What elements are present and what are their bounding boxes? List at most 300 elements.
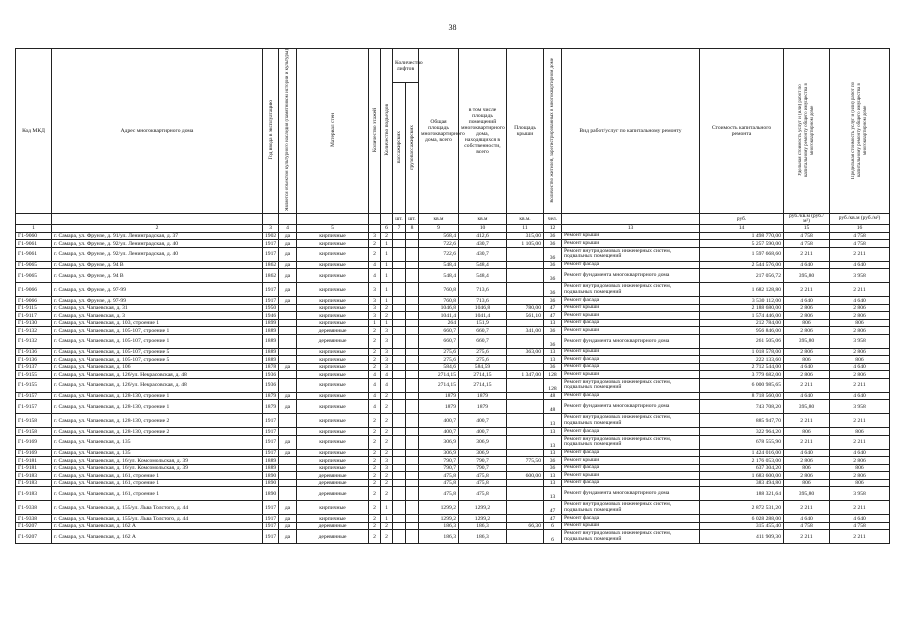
cell-code: Г1-9132 bbox=[16, 334, 52, 348]
cell-cost: 8 718 560,00 bbox=[700, 392, 784, 400]
cell-work-type: Ремонт фундамента многоквартирного дома bbox=[562, 487, 700, 501]
cell-cost: 383 494,80 bbox=[700, 479, 784, 487]
cell-heritage: да bbox=[279, 449, 297, 457]
cell-max-cost: 3 958 bbox=[830, 400, 890, 414]
cell-private-area: 275,6 bbox=[459, 348, 507, 356]
cell-address: г. Самара, ул. Чапаевская, д. 16/ул. Комсомольская, д. 39 bbox=[52, 464, 263, 472]
cell-lifts-passenger bbox=[393, 428, 406, 436]
cell-heritage bbox=[279, 464, 297, 472]
cell-floors: 2 bbox=[369, 356, 381, 364]
cell-max-cost: 3 958 bbox=[830, 269, 890, 283]
cell-lifts-cargo bbox=[406, 414, 419, 428]
cell-code: Г1-9169 bbox=[16, 449, 52, 457]
cell-residents: 47 bbox=[544, 501, 562, 515]
cell-residents: 36 bbox=[544, 457, 562, 465]
unit-cost: руб. bbox=[700, 213, 784, 224]
cell-unit-cost: 4 640 bbox=[784, 261, 830, 269]
cell-walls: кирпичные bbox=[297, 435, 369, 449]
column-number: 13 bbox=[562, 224, 700, 232]
table-body bbox=[16, 232, 890, 544]
header-year: Год ввода в эксплуатацию bbox=[263, 49, 279, 214]
cell-walls: кирпичные bbox=[297, 378, 369, 392]
cell-walls: кирпичные bbox=[297, 501, 369, 515]
cell-unit-cost: 2 806 bbox=[784, 371, 830, 379]
cell-walls: деревянные bbox=[297, 327, 369, 335]
cell-heritage bbox=[279, 319, 297, 327]
cell-private-area: 475,8 bbox=[459, 487, 507, 501]
cell-lifts-cargo bbox=[406, 515, 419, 523]
cell-max-cost: 806 bbox=[830, 356, 890, 364]
cell-lifts-cargo bbox=[406, 269, 419, 283]
cell-lifts-cargo bbox=[406, 356, 419, 364]
cell-entrances: 3 bbox=[381, 327, 393, 335]
cell-year: 1890 bbox=[263, 479, 279, 487]
cell-roof-area bbox=[507, 392, 544, 400]
cell-lifts-passenger bbox=[393, 240, 406, 248]
cell-year: 1917 bbox=[263, 283, 279, 297]
cell-heritage bbox=[279, 472, 297, 480]
cell-roof-area bbox=[507, 414, 544, 428]
cell-code: Г1-9136 bbox=[16, 348, 52, 356]
cell-entrances: 2 bbox=[381, 487, 393, 501]
cell-heritage: да bbox=[279, 392, 297, 400]
header-unit-cost: Удельная стоимость услуг и (или) работ по капитальному ремонту общего имущества в многоквартирном доме bbox=[784, 49, 830, 214]
cell-floors: 4 bbox=[369, 378, 381, 392]
cell-lifts-cargo bbox=[406, 435, 419, 449]
column-number: 12 bbox=[544, 224, 562, 232]
cell-unit-cost: 4 640 bbox=[784, 392, 830, 400]
cell-max-cost: 2 806 bbox=[830, 472, 890, 480]
table-row bbox=[16, 435, 890, 449]
cell-entrances: 2 bbox=[381, 232, 393, 240]
cell-code: Г1-9137 bbox=[16, 363, 52, 371]
cell-max-cost: 806 bbox=[830, 479, 890, 487]
table-row bbox=[16, 319, 890, 327]
cell-entrances: 3 bbox=[381, 334, 393, 348]
cell-cost: 411 909,30 bbox=[700, 530, 784, 544]
table-row bbox=[16, 240, 890, 248]
cell-residents: 13 bbox=[544, 356, 562, 364]
cell-roof-area bbox=[507, 428, 544, 436]
cell-code: Г1-9207 bbox=[16, 522, 52, 530]
cell-total-area: 475,8 bbox=[419, 487, 459, 501]
table-row bbox=[16, 371, 890, 379]
cell-cost: 1 018 578,00 bbox=[700, 348, 784, 356]
cell-total-area: 275,6 bbox=[419, 356, 459, 364]
cell-work-type: Ремонт крыши bbox=[562, 457, 700, 465]
cell-heritage: да bbox=[279, 261, 297, 269]
cell-cost: 315 455,40 bbox=[700, 522, 784, 530]
cell-lifts-passenger bbox=[393, 472, 406, 480]
cell-total-area: 760,8 bbox=[419, 283, 459, 297]
cell-address: г. Самара, ул. Фрунзе, д. 91/ул. Ленинградская, д. 37 bbox=[52, 232, 263, 240]
cell-roof-area: 1 347,00 bbox=[507, 371, 544, 379]
cell-code: Г1-9061 bbox=[16, 240, 52, 248]
cell-unit-cost: 2 806 bbox=[784, 327, 830, 335]
cell-cost: 637 304,20 bbox=[700, 464, 784, 472]
cell-work-type: Ремонт крыши bbox=[562, 232, 700, 240]
cell-entrances: 2 bbox=[381, 522, 393, 530]
cell-residents: 48 bbox=[544, 400, 562, 414]
cell-lifts-cargo bbox=[406, 240, 419, 248]
cell-floors: 3 bbox=[369, 283, 381, 297]
cell-work-type: Ремонт крыши bbox=[562, 312, 700, 320]
table-row bbox=[16, 414, 890, 428]
cell-cost: 2 188 680,00 bbox=[700, 304, 784, 312]
cell-lifts-cargo bbox=[406, 312, 419, 320]
cell-heritage: да bbox=[279, 363, 297, 371]
cell-address: г. Самара, ул. Чапаевская, д. 105-107, строение 1 bbox=[52, 327, 263, 335]
cell-private-area: 584,59 bbox=[459, 363, 507, 371]
cell-entrances: 2 bbox=[381, 312, 393, 320]
cell-lifts-passenger bbox=[393, 414, 406, 428]
header-heritage: Является объектом культурного наследия (памятником истории и культуры) bbox=[279, 49, 297, 214]
cell-work-type: Ремонт крыши bbox=[562, 304, 700, 312]
cell-lifts-cargo bbox=[406, 261, 419, 269]
cell-roof-area: 600,00 bbox=[507, 472, 544, 480]
cell-cost: 1 597 668,60 bbox=[700, 247, 784, 261]
cell-walls: кирпичные bbox=[297, 283, 369, 297]
cell-lifts-cargo bbox=[406, 371, 419, 379]
header-lifts-passenger: пассажирских bbox=[393, 83, 406, 214]
cell-work-type: Ремонт фасада bbox=[562, 515, 700, 523]
cell-code: Г1-9183 bbox=[16, 472, 52, 480]
cell-year: 1917 bbox=[263, 435, 279, 449]
cell-roof-area: 1 105,00 bbox=[507, 240, 544, 248]
table-row bbox=[16, 304, 890, 312]
cell-address: г. Самара, ул. Чапаевская, д. 3 bbox=[52, 312, 263, 320]
cell-total-area: 400,7 bbox=[419, 428, 459, 436]
cell-address: г. Самара, ул. Фрунзе, д. 97-99 bbox=[52, 283, 263, 297]
cell-year: 1917 bbox=[263, 522, 279, 530]
cell-roof-area bbox=[507, 435, 544, 449]
cell-residents: 13 bbox=[544, 414, 562, 428]
cell-floors: 2 bbox=[369, 327, 381, 335]
cell-heritage: да bbox=[279, 297, 297, 305]
cell-year: 1902 bbox=[263, 232, 279, 240]
cell-max-cost: 2 211 bbox=[830, 283, 890, 297]
cell-address: г. Самара, ул. Фрунзе, д. 94 В bbox=[52, 269, 263, 283]
cell-private-area: 186,3 bbox=[459, 522, 507, 530]
unit-unit-cost: руб./кв.м (руб./м²) bbox=[784, 213, 830, 224]
cell-code: Г1-9060 bbox=[16, 232, 52, 240]
cell-cost: 2 712 544,00 bbox=[700, 363, 784, 371]
cell-unit-cost: 806 bbox=[784, 356, 830, 364]
cell-year: 1950 bbox=[263, 304, 279, 312]
cell-floors: 3 bbox=[369, 312, 381, 320]
cell-address: г. Самара, ул. Чапаевская, д. 16/ул. Комсомольская, д. 39 bbox=[52, 457, 263, 465]
cell-entrances: 2 bbox=[381, 472, 393, 480]
cell-year: 1889 bbox=[263, 457, 279, 465]
cell-heritage: да bbox=[279, 283, 297, 297]
cell-roof-area bbox=[507, 400, 544, 414]
column-number: 7 bbox=[393, 224, 406, 232]
column-number: 11 bbox=[507, 224, 544, 232]
cell-floors: 2 bbox=[369, 479, 381, 487]
cell-residents: 47 bbox=[544, 312, 562, 320]
cell-private-area: 430,7 bbox=[459, 247, 507, 261]
cell-walls: кирпичные bbox=[297, 392, 369, 400]
cell-lifts-cargo bbox=[406, 319, 419, 327]
cell-private-area: 713,6 bbox=[459, 297, 507, 305]
cell-work-type: Ремонт фасада bbox=[562, 356, 700, 364]
cell-unit-cost: 395,80 bbox=[784, 269, 830, 283]
cell-unit-cost: 806 bbox=[784, 479, 830, 487]
cell-floors: 4 bbox=[369, 392, 381, 400]
cell-walls: кирпичные bbox=[297, 232, 369, 240]
header-private-area: в том числе площадь помещений многоквартирного дома, находящихся в собственности, всего bbox=[459, 49, 507, 214]
cell-work-type: Ремонт фундамента многоквартирного дома bbox=[562, 334, 700, 348]
cell-heritage: да bbox=[279, 501, 297, 515]
cell-lifts-cargo bbox=[406, 428, 419, 436]
cell-entrances: 3 bbox=[381, 457, 393, 465]
table-row bbox=[16, 283, 890, 297]
cell-year: 1917 bbox=[263, 449, 279, 457]
cell-private-area: 430,7 bbox=[459, 240, 507, 248]
cell-entrances: 2 bbox=[381, 392, 393, 400]
cell-walls: кирпичные bbox=[297, 261, 369, 269]
cell-lifts-passenger bbox=[393, 297, 406, 305]
cell-entrances: 3 bbox=[381, 464, 393, 472]
cell-entrances: 2 bbox=[381, 414, 393, 428]
cell-address: г. Самара, ул. Чапаевская, д. 126/ул. Некрасовская, д. 48 bbox=[52, 378, 263, 392]
cell-unit-cost: 806 bbox=[784, 428, 830, 436]
cell-lifts-cargo bbox=[406, 247, 419, 261]
cell-cost: 678 555,90 bbox=[700, 435, 784, 449]
cell-unit-cost: 395,80 bbox=[784, 334, 830, 348]
cell-entrances: 3 bbox=[381, 363, 393, 371]
cell-code: Г1-9066 bbox=[16, 283, 52, 297]
cell-total-area: 722,6 bbox=[419, 247, 459, 261]
cell-residents: 48 bbox=[544, 392, 562, 400]
cell-roof-area: 780,00 bbox=[507, 304, 544, 312]
cell-private-area: 186,3 bbox=[459, 530, 507, 544]
cell-address: г. Самара, ул. Чапаевская, д. 128-130, строение 2 bbox=[52, 428, 263, 436]
cell-walls: кирпичные bbox=[297, 449, 369, 457]
cell-residents: 36 bbox=[544, 247, 562, 261]
cell-walls: кирпичные bbox=[297, 312, 369, 320]
cell-code: Г1-9338 bbox=[16, 501, 52, 515]
table-row bbox=[16, 348, 890, 356]
cell-unit-cost: 2 211 bbox=[784, 414, 830, 428]
table-row bbox=[16, 312, 890, 320]
cell-roof-area bbox=[507, 283, 544, 297]
cell-total-area: 660,7 bbox=[419, 334, 459, 348]
cell-walls: кирпичные bbox=[297, 464, 369, 472]
cell-address: г. Самара, ул. Чапаевская, д. 128-130, строение 2 bbox=[52, 414, 263, 428]
cell-walls: кирпичные bbox=[297, 414, 369, 428]
unit-total-area: кв.м bbox=[419, 213, 459, 224]
cell-total-area: 548,4 bbox=[419, 261, 459, 269]
page-number: 38 bbox=[448, 23, 457, 32]
cell-max-cost: 2 211 bbox=[830, 414, 890, 428]
cell-residents: 6 bbox=[544, 522, 562, 530]
table-row bbox=[16, 457, 890, 465]
cell-year: 1889 bbox=[263, 356, 279, 364]
cell-year: 1899 bbox=[263, 319, 279, 327]
cell-walls: кирпичные bbox=[297, 356, 369, 364]
cell-work-type: Ремонт внутридомовых инженерных систем, подвальных помещений bbox=[562, 247, 700, 261]
cell-roof-area bbox=[507, 247, 544, 261]
cell-floors: 1 bbox=[369, 319, 381, 327]
cell-lifts-cargo bbox=[406, 479, 419, 487]
cell-private-area: 548,4 bbox=[459, 269, 507, 283]
cell-roof-area bbox=[507, 501, 544, 515]
cell-residents: 36 bbox=[544, 232, 562, 240]
cell-entrances: 2 bbox=[381, 400, 393, 414]
cell-lifts-passenger bbox=[393, 515, 406, 523]
cell-heritage: да bbox=[279, 269, 297, 283]
cell-lifts-passenger bbox=[393, 232, 406, 240]
cell-floors: 2 bbox=[369, 334, 381, 348]
cell-entrances: 1 bbox=[381, 247, 393, 261]
cell-lifts-cargo bbox=[406, 378, 419, 392]
cell-code: Г1-9065 bbox=[16, 261, 52, 269]
cell-code: Г1-9155 bbox=[16, 371, 52, 379]
table-row bbox=[16, 363, 890, 371]
cell-unit-cost: 4 640 bbox=[784, 515, 830, 523]
cell-heritage: да bbox=[279, 530, 297, 544]
table-row bbox=[16, 400, 890, 414]
table-row bbox=[16, 449, 890, 457]
cell-max-cost: 2 211 bbox=[830, 435, 890, 449]
column-number: 10 bbox=[459, 224, 507, 232]
cell-lifts-cargo bbox=[406, 232, 419, 240]
cell-cost: 188 321,64 bbox=[700, 487, 784, 501]
cell-entrances: 2 bbox=[381, 304, 393, 312]
cell-total-area: 584,6 bbox=[419, 363, 459, 371]
cell-floors: 2 bbox=[369, 240, 381, 248]
cell-max-cost: 2 806 bbox=[830, 327, 890, 335]
cell-address: г. Самара, ул. Чапаевская, д. 155/ул. Льва Толстого, д. 44 bbox=[52, 501, 263, 515]
cell-entrances: 2 bbox=[381, 530, 393, 544]
cell-heritage bbox=[279, 356, 297, 364]
cell-total-area: 660,7 bbox=[419, 327, 459, 335]
cell-roof-area: 775,50 bbox=[507, 457, 544, 465]
cell-unit-cost: 806 bbox=[784, 464, 830, 472]
table-row bbox=[16, 487, 890, 501]
cell-roof-area: 315,00 bbox=[507, 232, 544, 240]
cell-residents: 36 bbox=[544, 464, 562, 472]
cell-total-area: 1299,2 bbox=[419, 515, 459, 523]
cell-unit-cost: 2 211 bbox=[784, 435, 830, 449]
cell-unit-cost: 806 bbox=[784, 319, 830, 327]
header-floors: Количество этажей bbox=[369, 49, 381, 214]
cell-cost: 212 784,00 bbox=[700, 319, 784, 327]
cell-address: г. Самара, ул. Чапаевская, д. 155/ул. Льва Толстого, д. 44 bbox=[52, 515, 263, 523]
cell-walls: деревянные bbox=[297, 334, 369, 348]
cell-lifts-passenger bbox=[393, 378, 406, 392]
cell-max-cost: 4 640 bbox=[830, 392, 890, 400]
cell-roof-area bbox=[507, 261, 544, 269]
cell-heritage: да bbox=[279, 232, 297, 240]
cell-year: 1862 bbox=[263, 261, 279, 269]
cell-code: Г1-9181 bbox=[16, 464, 52, 472]
cell-walls: кирпичные bbox=[297, 428, 369, 436]
cell-lifts-passenger bbox=[393, 327, 406, 335]
cell-lifts-cargo bbox=[406, 392, 419, 400]
cell-roof-area bbox=[507, 319, 544, 327]
cell-cost: 3 530 112,00 bbox=[700, 297, 784, 305]
cell-walls: кирпичные bbox=[297, 319, 369, 327]
cell-total-area: 568,4 bbox=[419, 232, 459, 240]
header-address: Адрес многоквартирного дома bbox=[52, 49, 263, 214]
cell-address: г. Самара, ул. Чапаевская, д. 162 А bbox=[52, 530, 263, 544]
cell-heritage bbox=[279, 378, 297, 392]
cell-residents: 36 bbox=[544, 240, 562, 248]
cell-total-area: 722,6 bbox=[419, 240, 459, 248]
cell-entrances: 1 bbox=[381, 319, 393, 327]
cell-unit-cost: 2 806 bbox=[784, 472, 830, 480]
cell-walls: кирпичные bbox=[297, 269, 369, 283]
cell-max-cost: 2 211 bbox=[830, 530, 890, 544]
table-row bbox=[16, 522, 890, 530]
cell-entrances: 1 bbox=[381, 261, 393, 269]
cell-private-area: 660,7 bbox=[459, 334, 507, 348]
cell-floors: 2 bbox=[369, 472, 381, 480]
cell-lifts-cargo bbox=[406, 297, 419, 305]
cell-lifts-cargo bbox=[406, 522, 419, 530]
cell-lifts-passenger bbox=[393, 371, 406, 379]
cell-roof-area bbox=[507, 297, 544, 305]
cell-walls: деревянные bbox=[297, 522, 369, 530]
cell-address: г. Самара, ул. Чапаевская, д. 105-107, строение 5 bbox=[52, 348, 263, 356]
cell-walls: кирпичные bbox=[297, 240, 369, 248]
repair-plan-table-wrapper bbox=[15, 48, 889, 544]
cell-roof-area bbox=[507, 356, 544, 364]
cell-floors: 2 bbox=[369, 530, 381, 544]
cell-roof-area: 363,00 bbox=[507, 348, 544, 356]
cell-total-area: 186,3 bbox=[419, 530, 459, 544]
cell-lifts-cargo bbox=[406, 334, 419, 348]
table-row bbox=[16, 530, 890, 544]
cell-walls: деревянные bbox=[297, 530, 369, 544]
cell-total-area: 264 bbox=[419, 319, 459, 327]
cell-unit-cost: 2 211 bbox=[784, 378, 830, 392]
column-number-row bbox=[16, 224, 890, 232]
cell-unit-cost: 4 758 bbox=[784, 240, 830, 248]
cell-max-cost: 2 806 bbox=[830, 457, 890, 465]
cell-entrances: 3 bbox=[381, 356, 393, 364]
cell-address: г. Самара, ул. Чапаевская, д. 128-130, строение 1 bbox=[52, 400, 263, 414]
cell-lifts-cargo bbox=[406, 449, 419, 457]
cell-lifts-passenger bbox=[393, 400, 406, 414]
table-row bbox=[16, 472, 890, 480]
cell-year: 1936 bbox=[263, 378, 279, 392]
cell-floors: 2 bbox=[369, 414, 381, 428]
cell-heritage bbox=[279, 334, 297, 348]
cell-code: Г1-9136 bbox=[16, 356, 52, 364]
cell-code: Г1-9207 bbox=[16, 530, 52, 544]
cell-cost: 1 682 128,80 bbox=[700, 283, 784, 297]
cell-lifts-passenger bbox=[393, 348, 406, 356]
cell-work-type: Ремонт внутридомовых инженерных систем, подвальных помещений bbox=[562, 501, 700, 515]
table-row bbox=[16, 479, 890, 487]
unit-lifts-cargo: шт. bbox=[406, 213, 419, 224]
cell-private-area: 660,7 bbox=[459, 327, 507, 335]
cell-lifts-passenger bbox=[393, 334, 406, 348]
cell-roof-area bbox=[507, 334, 544, 348]
cell-total-area: 1879 bbox=[419, 392, 459, 400]
cell-floors: 2 bbox=[369, 457, 381, 465]
cell-total-area: 1046,8 bbox=[419, 304, 459, 312]
cell-year: 1917 bbox=[263, 414, 279, 428]
cell-cost: 6 028 288,00 bbox=[700, 515, 784, 523]
cell-max-cost: 806 bbox=[830, 428, 890, 436]
cell-year: 1917 bbox=[263, 240, 279, 248]
cell-year: 1889 bbox=[263, 334, 279, 348]
cell-lifts-cargo bbox=[406, 327, 419, 335]
